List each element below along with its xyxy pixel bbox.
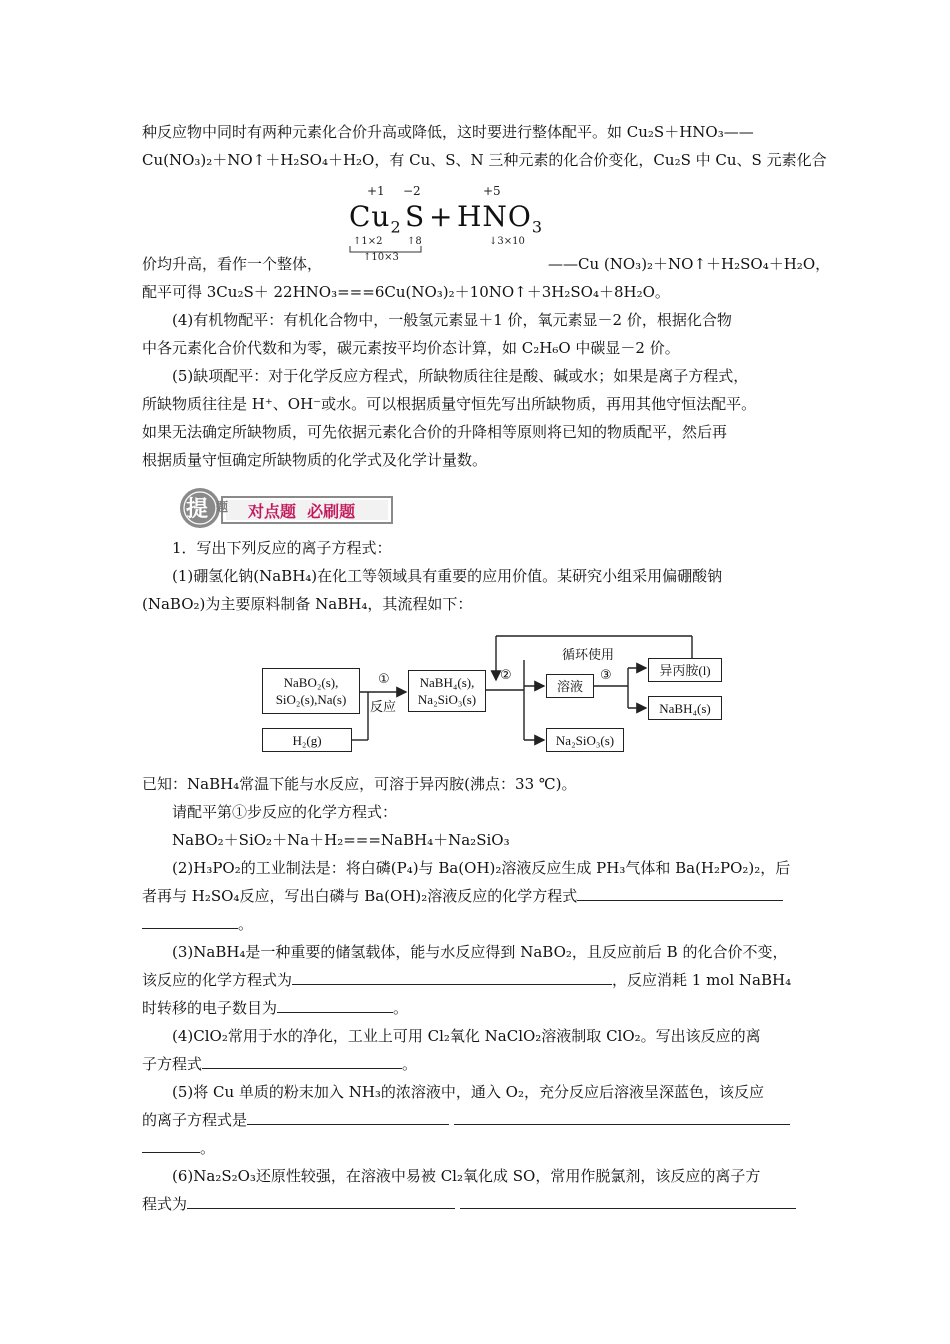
answer-blank[interactable] [187,1193,455,1209]
text-line: 该反应的化学方程式为 ，反应消耗 1 mol NaBH₄ [142,971,792,989]
box-label: NaBO₂(s), [283,675,339,690]
formula-s: S [405,200,426,233]
text-line: 。 [142,1137,215,1159]
step-1-number: ① [378,672,390,687]
answer-blank[interactable] [577,885,783,901]
text-line: (4)有机物配平：有机化合物中，一般氢元素显＋1 价，氧元素显－2 价，根据化合物 [172,311,732,329]
answer-blank[interactable] [247,1109,449,1125]
oxidation-state-cu: +1 [367,184,385,198]
text-line: 中各元素化合价代数和为零，碳元素按平均价态计算，如 C₂H₆O 中碳显－2 价。 [142,339,680,357]
text-line: ——Cu (NO₃)₂＋NO↑＋H₂SO₄＋H₂O， [548,255,831,273]
step-1-label: 反应 [370,700,397,715]
formula-hno3: $HNO_3$ [457,200,544,237]
text-line: 配平可得 3Cu₂S＋ 22HNO₃===6Cu(NO₃)₂＋10NO↑＋3H₂SO₄＋8H₂O。 [142,283,670,301]
answer-blank[interactable] [202,1053,402,1069]
step-3-number: ③ [600,668,612,683]
text-line: 如果无法确定所缺物质，可先依据元素化合价的升降相等原则将已知的物质配平，然后再 [142,423,728,441]
oxidation-state-n: +5 [483,184,501,198]
banner-seal-glyph: 提 [186,497,209,522]
formula-cu: $Cu_2$ [349,200,402,237]
formula-plus: + [429,200,454,233]
box-raw-materials [262,668,360,714]
electron-change-cu: ↑1×2 [353,236,383,247]
banner-title: 对点题 必刷题 [248,502,356,521]
text-line: 子方程式 。 [142,1055,418,1073]
text-line: 。 [142,913,253,935]
box-label: Na₂SiO₃(s) [417,692,477,707]
box-hydrogen: H₂(g) [262,728,352,752]
text-line: (3)NaBH₄是一种重要的储氢载体，能与水反应得到 NaBO₂，且反应前后 B 的化合价不变， [172,943,788,961]
text-line: 的离子方程式是 [142,1109,790,1131]
recycle-label: 循环使用 [562,648,615,663]
electron-change-s: ↑8 [407,236,422,247]
box-intermediate [408,670,486,712]
step-2-number: ② [500,668,512,683]
redox-formula [345,186,545,266]
text-line: Cu(NO₃)₂＋NO↑＋H₂SO₄＋H₂O，有 Cu、S、N 三种元素的化合价变化，Cu₂S 中 Cu、S 元素化合 [142,151,827,169]
answer-blank[interactable] [454,1109,790,1125]
answer-blank[interactable] [292,969,612,985]
section-banner [178,486,394,532]
text-line: (6)Na₂S₂O₃还原性较强，在溶液中易被 Cl₂氧化成 SO，常用作脱氯剂，该反应的离子方 [172,1167,761,1185]
text-line: (2)H₃PO₂的工业制法是：将白磷(P₄)与 Ba(OH)₂溶液反应生成 PH₃气体和 Ba(H₂PO₂)₂，后 [172,859,791,877]
answer-blank[interactable] [142,913,238,929]
text-line: 请配平第①步反应的化学方程式： [172,803,398,821]
equation-line: NaBO₂＋SiO₂＋Na＋H₂===NaBH₄＋Na₂SiO₃ [172,831,510,849]
oxidation-state-s: −2 [403,184,421,198]
box-label: NaBH₄(s), [419,675,475,690]
text-line: 时转移的电子数目为 。 [142,999,409,1017]
text-line: (5)缺项配平：对于化学反应方程式，所缺物质往往是酸、碱或水；如果是离子方程式， [172,367,749,385]
text-line: (4)ClO₂常用于水的净化，工业上可用 Cl₂氧化 NaClO₂溶液制取 ClO₂。写出该反应的离 [172,1027,761,1045]
text-line: 所缺物质往往是 H⁺、OH⁻或水。可以根据质量守恒先写出所缺物质，再用其他守恒法配平。 [142,395,757,413]
electron-change-n: ↓3×10 [489,236,525,247]
text-line: 者再与 H₂SO₄反应，写出白磷与 Ba(OH)₂溶液反应的化学方程式 [142,885,783,907]
text-line: 根据质量守恒确定所缺物质的化学式及化学计量数。 [142,451,488,469]
question-heading: 1．写出下列反应的离子方程式： [172,539,392,557]
text-line: (NaBO₂)为主要原料制备 NaBH₄，其流程如下： [142,595,473,613]
answer-blank[interactable] [142,1137,200,1153]
answer-blank[interactable] [460,1193,796,1209]
box-label: SiO₂(s),Na(s) [275,692,347,707]
text-line: 种反应物中同时有两种元素化合价升高或降低，这时要进行整体配平。如 Cu₂S＋HNO₃—— [142,123,754,141]
text-line: 已知：NaBH₄常温下能与水反应，可溶于异丙胺(沸点：33 ℃)。 [142,775,577,793]
answer-blank[interactable] [277,997,393,1013]
text-line: (1)硼氢化钠(NaBH₄)在化工等领域具有重要的应用价值。某研究小组采用偏硼酸钠 [172,567,723,585]
text-line: 价均升高，看作一个整体， [142,255,323,273]
text-line: 程式为 [142,1193,796,1215]
box-nabh4: NaBH₄(s) [648,696,722,720]
process-flow-diagram [256,630,736,770]
box-solution: 溶液 [546,674,594,698]
electron-total: ↑10×3 [363,252,399,263]
box-isopropylamine: 异丙胺(l) [648,658,722,682]
banner-seal-small-glyph: 题 [216,500,229,514]
text-line: (5)将 Cu 单质的粉末加入 NH₃的浓溶液中，通入 O₂，充分反应后溶液呈深蓝色，该反应 [172,1083,764,1101]
box-na2sio3: Na₂SiO₃(s) [546,728,624,752]
